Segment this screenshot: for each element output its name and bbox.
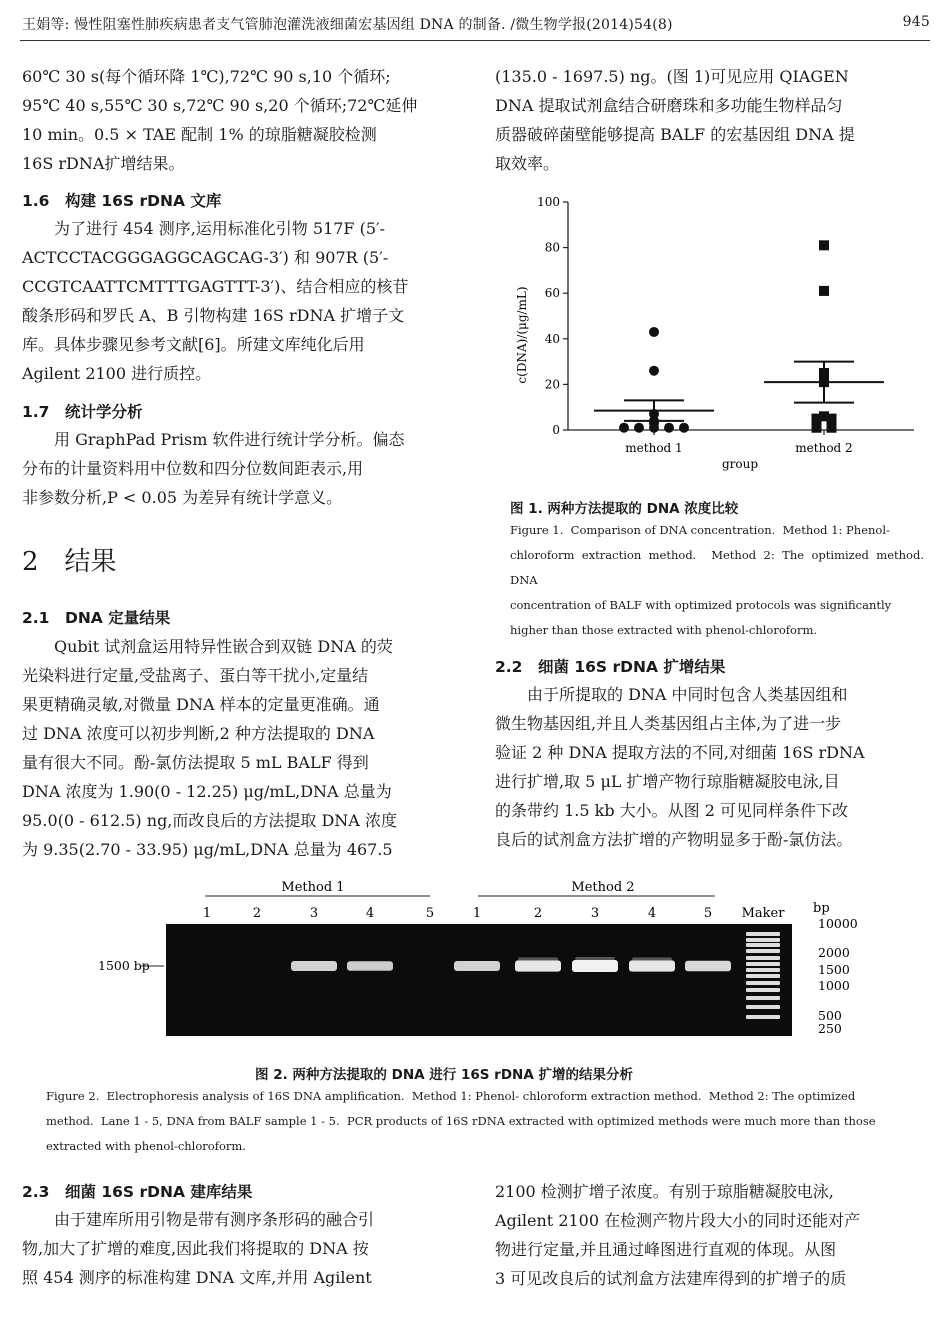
section-1-7-heading: 1.7 统计学分析 bbox=[22, 403, 143, 421]
gel-band bbox=[291, 961, 337, 971]
gel-lane-label: 3 bbox=[590, 906, 600, 921]
section-2-2-heading: 2.2 细菌 16S rDNA 扩增结果 bbox=[495, 658, 726, 676]
gel-lane-label: 1 bbox=[202, 906, 212, 921]
left-paragraph-4: Qubit 试剂盒运用特异性嵌合到双链 DNA 的荧 光染料进行定量,受盐离子、蛋白等干扰小,定量结 果更精确灵敏,对微量 DNA 样本的定量更准确。通 过 DNA 浓度可以初步判断,2 种方法提取的 DNA 量有很大不同。酚-氯仿法提取 5 mL BALF 得到 DNA 浓度为 1.90(0 - 12.25) μg/mL,DNA 总量为 95.0(0 - 612.5) ng,而改良后的方法提取 DNA 浓度 为 9.35(2.70 - 33.95) μg/mL,DNA 总量为 467.5 bbox=[22, 637, 397, 859]
gel-lane-label: 2 bbox=[252, 906, 262, 921]
y-tick-label: 40 bbox=[544, 331, 560, 346]
ladder-band bbox=[746, 1015, 780, 1019]
data-point bbox=[634, 423, 644, 433]
gel-band bbox=[347, 961, 393, 971]
gel-band bbox=[515, 960, 561, 971]
y-tick-label: 100 bbox=[537, 195, 560, 209]
figure-1-chart bbox=[496, 190, 926, 480]
x-axis-label: group bbox=[721, 457, 759, 471]
data-point bbox=[649, 423, 659, 433]
figure-1-caption-en: Figure 1. Comparison of DNA concentration. Method 1: Phenol- chloroform extraction method. Method 2: The optimized method. DNA concentration of BALF with optimized protocols was significantly higher than those extracted with phenol-chloroform. bbox=[510, 523, 924, 637]
ladder-band bbox=[746, 996, 780, 1000]
data-point bbox=[827, 423, 837, 433]
figure-2-caption-en: Figure 2. Electrophoresis analysis of 16S DNA amplification. Method 1: Phenol- chloroform extraction method. Method 2: The optimized method. Lane 1 - 5, DNA from BALF sample 1 - 5. PCR products of 16S rDNA extracted with optimized methods were much more than those extracted with phenol-chloroform. bbox=[46, 1089, 876, 1153]
data-point bbox=[819, 286, 829, 296]
y-tick-label: 0 bbox=[552, 423, 560, 437]
section-1-6-heading: 1.6 构建 16S rDNA 文库 bbox=[22, 192, 222, 210]
page-number: 945 bbox=[902, 14, 930, 30]
running-header bbox=[22, 14, 930, 34]
ladder-band bbox=[746, 1005, 780, 1009]
running-title: 王娟等: 慢性阻塞性肺疾病患者支气管肺泡灌洗液细菌宏基因组 DNA 的制备. /微生物学报(2014)54(8) bbox=[22, 17, 673, 33]
figure-2-caption-cn: 图 2. 两种方法提取的 DNA 进行 16S rDNA 扩增的结果分析 bbox=[255, 1067, 633, 1083]
gel-band-smear bbox=[518, 957, 558, 960]
data-point bbox=[827, 414, 837, 424]
section-2-heading: 2 结果 bbox=[22, 547, 117, 577]
ladder-size-label: 1000 bbox=[818, 978, 850, 993]
gel-band bbox=[685, 961, 731, 971]
ladder-band bbox=[746, 968, 780, 972]
right-paragraph-1: (135.0 - 1697.5) ng。(图 1)可见应用 QIAGEN DNA 提取试剂盒结合研磨珠和多功能生物样品匀 质器破碎菌壁能够提高 BALF 的宏基因组 DNA 提 取效率。 bbox=[495, 67, 855, 173]
ladder-band bbox=[746, 981, 780, 985]
gel-bp-unit: bp bbox=[813, 901, 830, 916]
gel-lane-label: 3 bbox=[309, 906, 319, 921]
y-tick-label: 60 bbox=[544, 286, 560, 301]
gel-left-marker-label: 1500 bp bbox=[98, 958, 150, 973]
gel-group-label-2: Method 2 bbox=[571, 880, 635, 895]
data-point bbox=[679, 423, 689, 433]
gel-group-label-1: Method 1 bbox=[281, 880, 345, 895]
gel-band-smear bbox=[632, 957, 672, 960]
data-point bbox=[819, 240, 829, 250]
gel-band-smear bbox=[575, 957, 615, 960]
y-tick-label: 20 bbox=[544, 377, 560, 392]
gel-lane-label: 5 bbox=[703, 906, 713, 921]
gel-background bbox=[166, 924, 792, 1036]
section-2-1-heading: 2.1 DNA 定量结果 bbox=[22, 609, 171, 627]
gel-lane-label: 5 bbox=[425, 906, 435, 921]
ladder-band bbox=[746, 974, 780, 978]
left-paragraph-1: 60℃ 30 s(每个循环降 1℃),72℃ 90 s,10 个循环; 95℃ 40 s,55℃ 30 s,72℃ 90 s,20 个循环;72℃延伸 10 min。0.5 × TAE 配制 1% 的琼脂糖凝胶检测 16S rDNA扩增结果。 bbox=[22, 67, 418, 173]
ladder-band bbox=[746, 956, 780, 960]
bottom-left-paragraph: 由于建库所用引物是带有测序条形码的融合引 物,加大了扩增的难度,因此我们将提取的 DNA 按 照 454 测序的标准构建 DNA 文库,并用 Agilent bbox=[22, 1210, 375, 1287]
gel-lane-label: 1 bbox=[472, 906, 482, 921]
gel-lane-label: 4 bbox=[647, 906, 657, 921]
figure-2-gel bbox=[80, 872, 880, 1052]
ladder-band bbox=[746, 949, 780, 953]
figure-1-caption-cn: 图 1. 两种方法提取的 DNA 浓度比较 bbox=[510, 501, 739, 517]
section-2-3-heading: 2.3 细菌 16S rDNA 建库结果 bbox=[22, 1183, 253, 1201]
data-point bbox=[649, 327, 659, 337]
left-paragraph-3: 用 GraphPad Prism 软件进行统计学分析。偏态 分布的计量资料用中位数和四分位数间距表示,用 非参数分析,P < 0.05 为差异有统计学意义。 bbox=[22, 430, 405, 507]
data-point bbox=[812, 423, 822, 433]
gel-band bbox=[572, 960, 618, 972]
header-rule bbox=[20, 40, 930, 41]
left-paragraph-2: 为了进行 454 测序,运用标准化引物 517F (5′- ACTCCTACGGGAGGCAGCAG-3′) 和 907R (5′- CCGTCAATTCMTTTGAGTTT-3′)、结合相应的核苷 酸条形码和罗氏 A、B 引物构建 16S rDNA 扩增子文 库。具体步骤见参考文献[6]。所建文库纯化后用 Agilent 2100 进行质控。 bbox=[22, 219, 409, 383]
data-point bbox=[649, 366, 659, 376]
x-tick-label: method 2 bbox=[795, 441, 853, 455]
ladder-size-label: 10000 bbox=[818, 916, 858, 931]
y-axis-label: c(DNA)/(μg/mL) bbox=[515, 286, 529, 384]
ladder-band bbox=[746, 962, 780, 966]
ladder-size-label: 500 bbox=[818, 1008, 842, 1023]
x-tick-label: method 1 bbox=[625, 441, 683, 455]
ladder-band bbox=[746, 943, 780, 947]
right-paragraph-2: 由于所提取的 DNA 中同时包含人类基因组和 微生物基因组,并且人类基因组占主体,为了进一步 验证 2 种 DNA 提取方法的不同,对细菌 16S rDNA 进行扩增,取 5 μL 扩增产物行琼脂糖凝胶电泳,目 的条带约 1.5 kb 大小。从图 2 可见同样条件下改 良后的试剂盒方法扩增的产物明显多于酚-氯仿法。 bbox=[495, 685, 865, 849]
ladder-size-label: 1500 bbox=[818, 962, 850, 977]
gel-marker-lane-label: Maker bbox=[741, 906, 785, 921]
gel-lane-label: 2 bbox=[533, 906, 543, 921]
data-point bbox=[664, 423, 674, 433]
y-tick-label: 80 bbox=[544, 240, 560, 255]
data-point bbox=[619, 423, 629, 433]
gel-band bbox=[454, 961, 500, 971]
ladder-size-label: 250 bbox=[818, 1021, 842, 1036]
ladder-band bbox=[746, 938, 780, 942]
gel-band bbox=[629, 960, 675, 971]
ladder-band bbox=[746, 932, 780, 936]
ladder-band bbox=[746, 988, 780, 992]
bottom-right-paragraph: 2100 检测扩增子浓度。有别于琼脂糖凝胶电泳, Agilent 2100 在检测产物片段大小的同时还能对产 物进行定量,并且通过峰图进行直观的体现。从图 3 可见改良后的试剂盒方法建库得到的扩增子的质 bbox=[495, 1182, 861, 1288]
gel-lane-label: 4 bbox=[365, 906, 375, 921]
data-point bbox=[812, 414, 822, 424]
ladder-size-label: 2000 bbox=[818, 945, 850, 960]
